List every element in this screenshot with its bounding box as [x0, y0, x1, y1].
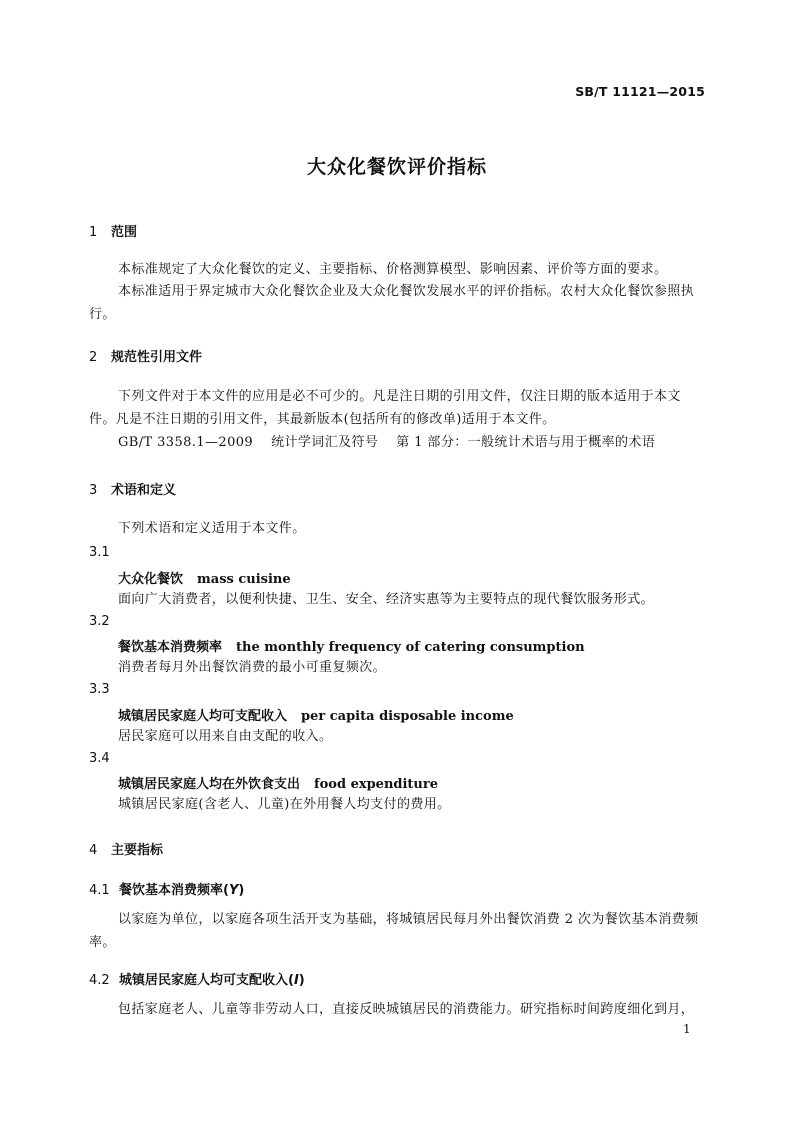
term-name-zh: 餐饮基本消费频率	[118, 640, 223, 655]
term-definition: 居民家庭可以用来自由支配的收入。	[118, 729, 333, 744]
term-name-en: the monthly frequency of catering consumption	[236, 640, 585, 655]
term-name-zh: 大众化餐饮	[118, 572, 184, 587]
term-number: 3.4	[89, 751, 110, 766]
variable-symbol: I	[293, 973, 299, 988]
section-number: 2	[89, 350, 98, 365]
variable-symbol: Y	[228, 883, 239, 898]
subsection-title: 城镇居民家庭人均可支配收入(	[119, 973, 294, 988]
term-name-zh: 城镇居民家庭人均可支配收入	[118, 709, 288, 724]
subsection-number: 4.2	[89, 973, 110, 988]
subsection-4-1-paragraph: 以家庭为单位，以家庭各项生活开支为基础，将城镇居民每月外出餐饮消费 2 次为餐饮基本消费频率。	[89, 912, 699, 950]
subsection-4-2-paragraph: 包括家庭老人、儿童等非劳动人口，直接反映城镇居民的消费能力。研究指标时间跨度细化到月，	[118, 1002, 695, 1017]
normative-reference	[89, 431, 706, 454]
section-number: 3	[89, 483, 98, 498]
reference-part: 第 1 部分：一般统计术语与用于概率的术语	[396, 435, 656, 450]
section-4-heading	[89, 839, 163, 858]
section-title: 规范性引用文件	[111, 350, 203, 365]
section-title: 范围	[111, 225, 138, 240]
term-name-en: food expenditure	[314, 777, 439, 792]
term-name-en: per capita disposable income	[301, 709, 514, 724]
page-title: 大众化餐饮评价指标	[306, 156, 487, 178]
term-number: 3.1	[89, 545, 110, 560]
section-1-paragraph-2: 本标准适用于界定城市大众化餐饮企业及大众化餐饮发展水平的评价指标。农村大众化餐饮参照执行。	[89, 284, 695, 322]
section-3-heading	[89, 479, 176, 498]
subsection-title-close: )	[238, 883, 245, 898]
section-1-heading	[89, 221, 137, 240]
subsection-title: 餐饮基本消费频率(	[119, 883, 229, 898]
section-number: 4	[89, 843, 98, 858]
term-definition: 消费者每月外出餐饮消费的最小可重复频次。	[118, 660, 387, 675]
subsection-4-2-heading	[89, 969, 305, 988]
term-number: 3.2	[89, 614, 110, 629]
term-definition: 城镇居民家庭(含老人、儿童)在外用餐人均支付的费用。	[118, 797, 451, 812]
subsection-title-close: )	[298, 973, 305, 988]
term-entry	[118, 568, 291, 587]
section-2-paragraph: 下列文件对于本文件的应用是必不可少的。凡是注日期的引用文件，仅注日期的版本适用于本文件。凡是不注日期的引用文件，其最新版本(包括所有的修改单)适用于本文件。	[89, 389, 681, 427]
reference-code: GB/T 3358.1—2009	[118, 435, 254, 450]
subsection-number: 4.1	[89, 883, 110, 898]
section-number: 1	[89, 225, 98, 240]
section-2-heading	[89, 346, 202, 365]
term-number: 3.3	[89, 682, 110, 697]
section-title: 术语和定义	[111, 483, 177, 498]
section-1-paragraph-1: 本标准规定了大众化餐饮的定义、主要指标、价格测算模型、影响因素、评价等方面的要求。	[118, 262, 668, 277]
term-entry	[118, 705, 514, 724]
subsection-4-1-heading	[89, 879, 244, 898]
term-name-zh: 城镇居民家庭人均在外饮食支出	[118, 777, 301, 792]
section-3-intro: 下列术语和定义适用于本文件。	[118, 521, 306, 536]
term-definition: 面向广大消费者，以便利快捷、卫生、安全、经济实惠等为主要特点的现代餐饮服务形式。	[118, 592, 655, 607]
term-entry	[118, 773, 438, 792]
document-code: SB/T 11121—2015	[575, 84, 705, 99]
section-title: 主要指标	[111, 843, 164, 858]
term-name-en: mass cuisine	[197, 572, 291, 587]
reference-title: 统计学词汇及符号	[271, 435, 379, 450]
page-number: 1	[683, 1022, 691, 1036]
term-entry	[118, 636, 585, 655]
